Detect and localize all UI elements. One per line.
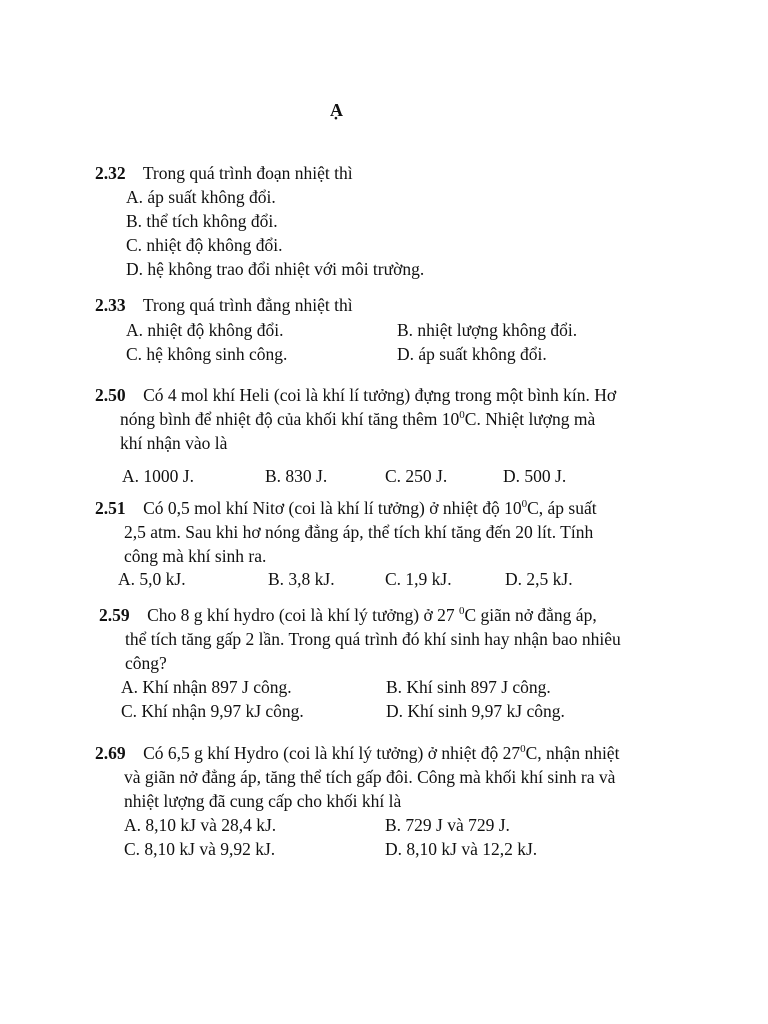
question-number: 2.51 bbox=[95, 498, 126, 518]
option-c: C. nhiệt độ không đổi. bbox=[126, 235, 283, 255]
question-stem-line-1: Có 0,5 mol khí Nitơ (coi là khí lí tưởng) ở nhiệt độ 10 bbox=[143, 498, 522, 518]
superscript: 0 bbox=[459, 409, 465, 422]
question-stem-line-1: Có 4 mol khí Heli (coi là khí lí tưởng) đựng trong một bình kín. Hơ bbox=[143, 385, 617, 405]
question-stem-line-3: công? bbox=[125, 653, 167, 673]
option-c: C. Khí nhận 9,97 kJ công. bbox=[121, 701, 304, 721]
question-number: 2.33 bbox=[95, 295, 126, 315]
question-stem-line-2: thể tích tăng gấp 2 lần. Trong quá trình đó khí sinh hay nhận bao nhiêu bbox=[125, 629, 621, 649]
option-b: B. 729 J và 729 J. bbox=[385, 815, 510, 835]
option-a: A. 1000 J. bbox=[122, 466, 194, 486]
option-b: B. Khí sinh 897 J công. bbox=[386, 677, 551, 697]
superscript: 0 bbox=[521, 498, 528, 511]
option-b: B. nhiệt lượng không đổi. bbox=[397, 320, 578, 340]
option-b: B. thể tích không đổi. bbox=[126, 211, 278, 231]
page-heading-mark: Ạ bbox=[330, 100, 343, 120]
option-d: D. Khí sinh 9,97 kJ công. bbox=[386, 701, 565, 721]
question-stem-line-1-end: C, nhận nhiệt bbox=[525, 743, 620, 763]
option-c: C. 1,9 kJ. bbox=[385, 569, 452, 589]
question-stem-line-3: khí nhận vào là bbox=[120, 433, 228, 453]
option-b: B. 830 J. bbox=[265, 466, 328, 486]
option-a: A. nhiệt độ không đổi. bbox=[126, 320, 284, 340]
question-number: 2.50 bbox=[95, 385, 126, 405]
option-a: A. 5,0 kJ. bbox=[118, 569, 186, 589]
question-stem-line-2-end: C. Nhiệt lượng mà bbox=[464, 409, 596, 429]
question-stem-line-3: công mà khí sinh ra. bbox=[124, 546, 267, 566]
option-c: C. 250 J. bbox=[385, 466, 448, 486]
option-a: A. 8,10 kJ và 28,4 kJ. bbox=[124, 815, 277, 835]
question-stem: Trong quá trình đẳng nhiệt thì bbox=[142, 295, 353, 315]
option-d: D. áp suất không đổi. bbox=[397, 344, 547, 364]
option-a: A. áp suất không đổi. bbox=[126, 187, 276, 207]
question-number: 2.59 bbox=[99, 605, 130, 625]
option-d: D. 500 J. bbox=[503, 466, 567, 486]
option-b: B. 3,8 kJ. bbox=[268, 569, 335, 589]
option-d: D. hệ không trao đổi nhiệt với môi trường. bbox=[126, 259, 425, 279]
question-stem-line-2: và giãn nở đẳng áp, tăng thể tích gấp đôi. Công mà khối khí sinh ra và bbox=[124, 767, 616, 787]
superscript: 0 bbox=[520, 743, 526, 756]
question-stem-line-1-end: C, áp suất bbox=[527, 498, 597, 518]
option-d: D. 8,10 kJ và 12,2 kJ. bbox=[385, 839, 538, 859]
superscript: 0 bbox=[458, 605, 465, 618]
question-number: 2.69 bbox=[95, 743, 126, 763]
question-stem-line-1: Có 6,5 g khí Hydro (coi là khí lý tưởng) ở nhiệt độ 27 bbox=[143, 743, 521, 763]
question-stem-line-1: Cho 8 g khí hydro (coi là khí lý tưởng) ở 27 bbox=[147, 605, 459, 625]
option-a: A. Khí nhận 897 J công. bbox=[121, 677, 292, 697]
question-stem-line-1-end: C giãn nở đẳng áp, bbox=[464, 605, 597, 625]
question-stem-line-3: nhiệt lượng đã cung cấp cho khối khí là bbox=[124, 791, 402, 811]
option-c: C. hệ không sinh công. bbox=[126, 344, 288, 364]
question-number: 2.32 bbox=[95, 163, 126, 183]
option-c: C. 8,10 kJ và 9,92 kJ. bbox=[124, 839, 276, 859]
question-stem: Trong quá trình đoạn nhiệt thì bbox=[142, 163, 353, 183]
question-stem-line-2: nóng bình để nhiệt độ của khối khí tăng thêm 10 bbox=[120, 409, 460, 429]
option-d: D. 2,5 kJ. bbox=[505, 569, 573, 589]
question-stem-line-2: 2,5 atm. Sau khi hơ nóng đẳng áp, thể tích khí tăng đến 20 lít. Tính bbox=[124, 522, 594, 542]
